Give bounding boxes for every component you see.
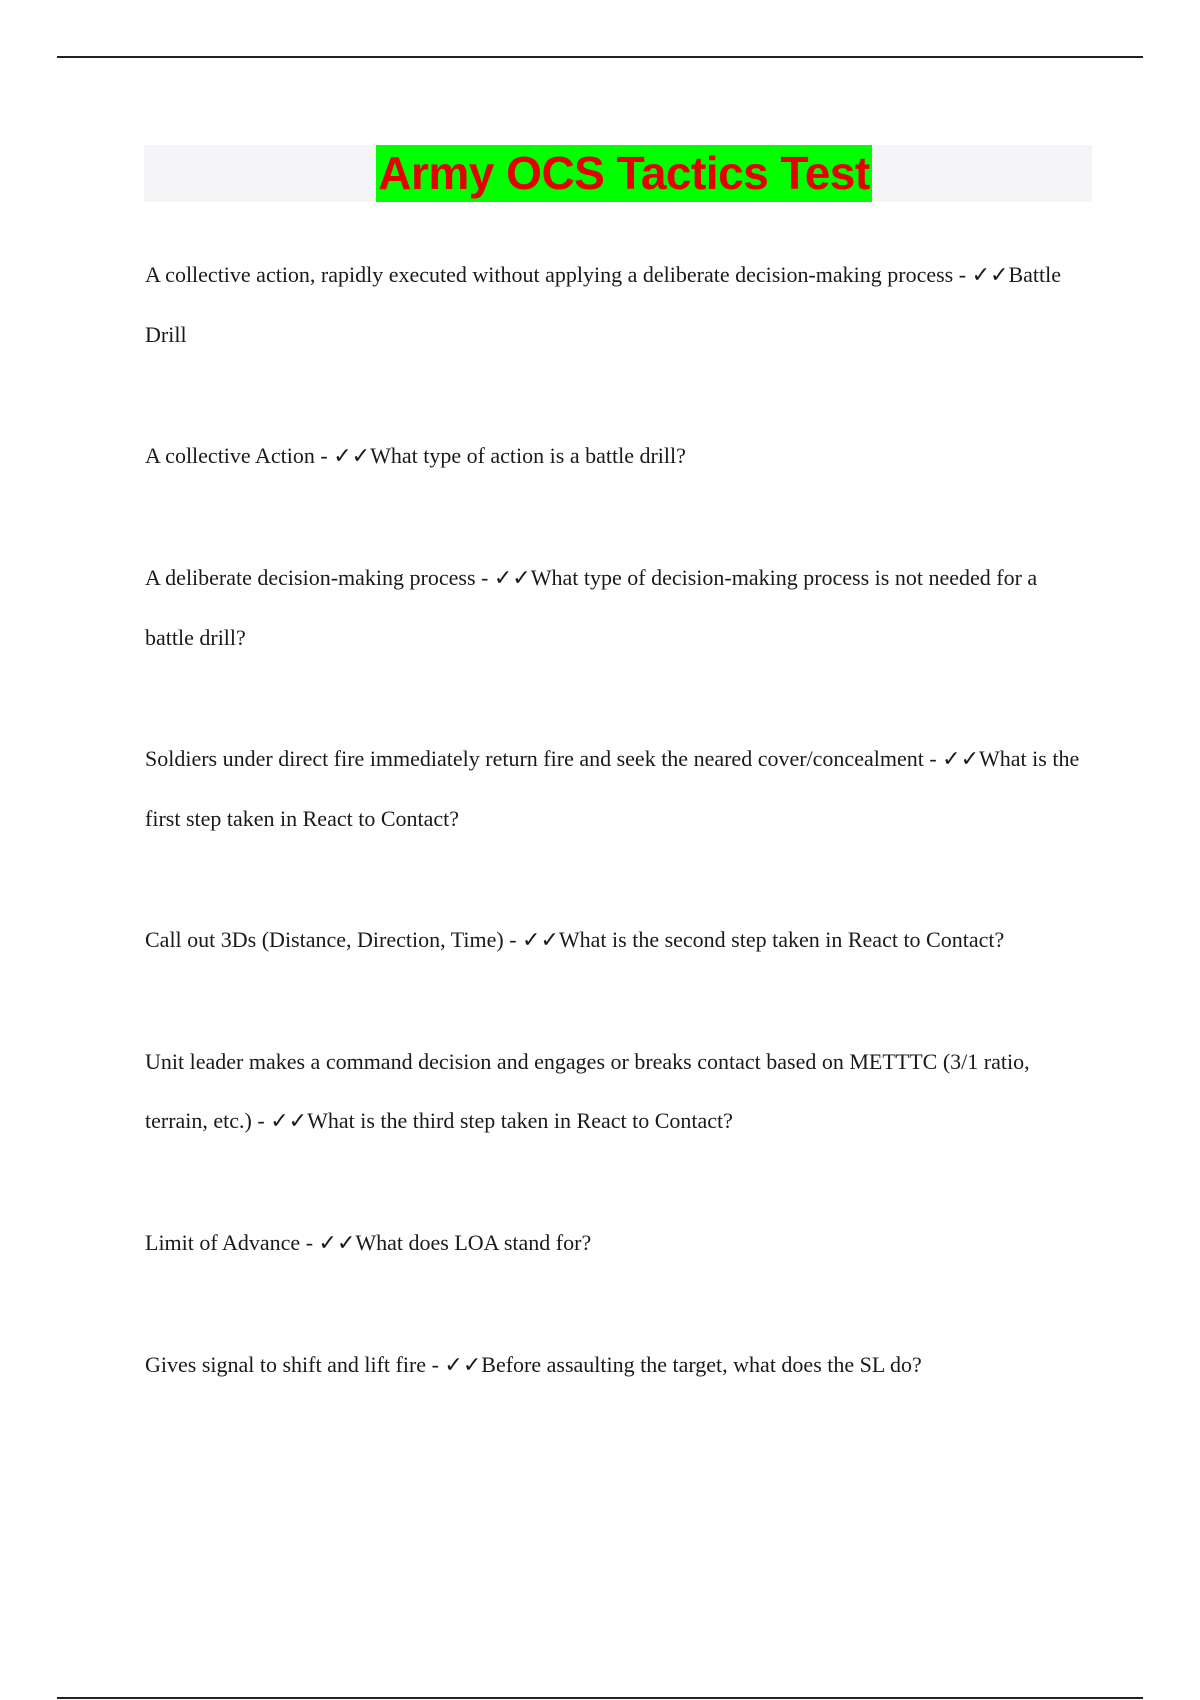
qa-item bbox=[145, 548, 1090, 667]
qa-item bbox=[145, 245, 1090, 364]
separator: - bbox=[426, 1352, 445, 1377]
question-text: What type of decision-making process is not needed for a battle drill? bbox=[145, 565, 1038, 650]
separator: - bbox=[314, 443, 334, 468]
qa-item bbox=[145, 729, 1090, 848]
answer-text: Limit of Advance bbox=[145, 1230, 301, 1255]
qa-item bbox=[145, 1032, 1090, 1151]
separator: - bbox=[953, 262, 972, 287]
double-check-icon: ✓✓ bbox=[444, 1353, 482, 1378]
separator: - bbox=[251, 1108, 271, 1133]
double-check-icon: ✓✓ bbox=[942, 747, 980, 772]
double-check-icon: ✓✓ bbox=[522, 928, 559, 953]
answer-text: A collective Action bbox=[145, 443, 315, 468]
question-text: What does LOA stand for? bbox=[355, 1230, 592, 1255]
answer-text: Unit leader makes a command decision and engages or breaks contact based on METTTC (3/1 ratio, terrain, etc.) bbox=[145, 1049, 1030, 1133]
question-text: Before assaulting the target, what does the SL do? bbox=[481, 1352, 922, 1377]
qa-list bbox=[145, 245, 1090, 1457]
bottom-divider bbox=[57, 1697, 1143, 1699]
question-text: What type of action is a battle drill? bbox=[370, 443, 686, 468]
question-text: What is the second step taken in React to Contact? bbox=[558, 927, 1005, 952]
separator: - bbox=[300, 1230, 319, 1255]
separator: - bbox=[503, 927, 523, 952]
qa-item bbox=[145, 910, 1090, 970]
answer-text: A collective action, rapidly executed without applying a deliberate decision-making process bbox=[145, 262, 954, 287]
double-check-icon: ✓✓ bbox=[493, 566, 531, 591]
qa-item bbox=[145, 1335, 1090, 1395]
double-check-icon: ✓✓ bbox=[333, 444, 371, 469]
title-band bbox=[144, 145, 1092, 202]
answer-text: Call out 3Ds (Distance, Direction, Time) bbox=[145, 927, 504, 952]
qa-item bbox=[145, 1213, 1090, 1273]
top-divider bbox=[57, 56, 1143, 58]
separator: - bbox=[923, 746, 943, 771]
document-title: Army OCS Tactics Test bbox=[376, 145, 871, 202]
double-check-icon: ✓✓ bbox=[318, 1231, 356, 1256]
answer-text: Soldiers under direct fire immediately return fire and seek the neared cover/concealment bbox=[145, 746, 924, 771]
question-text: What is the third step taken in React to Contact? bbox=[307, 1108, 733, 1133]
question-text: What is the first step taken in React to Contact? bbox=[145, 746, 1080, 831]
answer-text: A deliberate decision-making process bbox=[145, 565, 476, 590]
qa-item bbox=[145, 426, 1090, 486]
answer-text: Gives signal to shift and lift fire bbox=[145, 1352, 427, 1377]
double-check-icon: ✓✓ bbox=[270, 1109, 308, 1134]
double-check-icon: ✓✓ bbox=[971, 263, 1009, 288]
question-text: Battle Drill bbox=[145, 262, 1061, 347]
separator: - bbox=[475, 565, 494, 590]
